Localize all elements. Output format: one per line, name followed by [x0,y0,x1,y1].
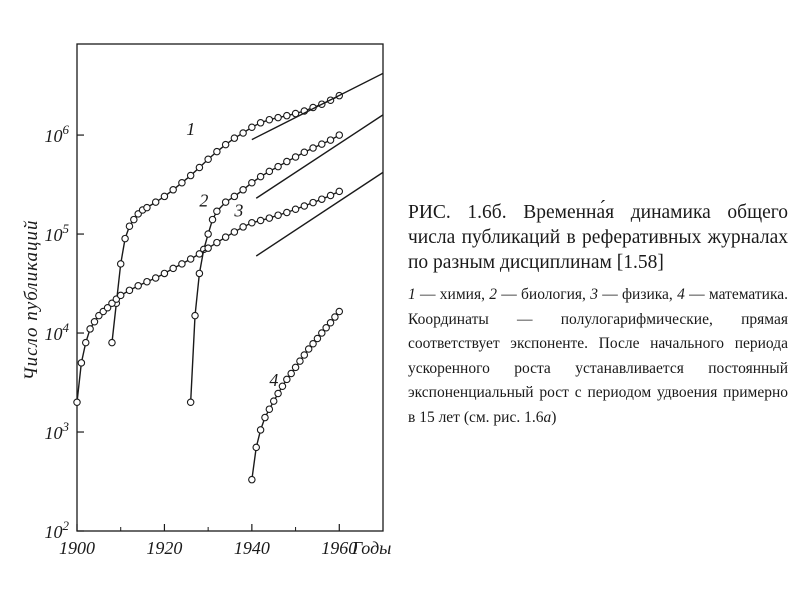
series-1-point [144,204,150,210]
series-4-point [292,364,298,370]
series-2-point [231,193,237,199]
y-tick-base: 10 [44,126,63,147]
x-tick-label: 1940 [233,538,270,558]
series-4-point [262,414,268,420]
series-1-point [196,164,202,170]
y-tick-label [45,122,70,146]
y-tick-base: 10 [44,423,63,444]
series-1-point [187,172,193,178]
series-3-point [187,256,193,262]
series-2-point [319,141,325,147]
figure-caption [408,200,788,430]
x-tick-label: 1960 [321,538,358,558]
y-tick-label [45,221,70,245]
caption-number-1: 1 [408,286,416,303]
series-3-point [78,360,84,366]
caption-body [408,283,788,430]
series-2-point [209,216,215,222]
series-3-point [152,275,158,281]
series-2-point [284,158,290,164]
series-3-point [91,319,97,325]
series-1-point [284,112,290,118]
series-4-point [336,308,342,314]
series-3-point [170,265,176,271]
series-1-point [122,235,128,241]
series-4-point [279,383,285,389]
series-1-point [240,130,246,136]
series-4-point [253,444,259,450]
series-3-point [249,220,255,226]
series-2-point [266,168,272,174]
series-2-label: 2 [199,190,209,211]
series-3-point [275,212,281,218]
series-1-point [131,216,137,222]
y-tick-exponent: 3 [62,419,69,435]
series-4-point [327,320,333,326]
caption-text-biology: — биология, [496,286,591,303]
series-4-label: 4 [269,370,279,391]
series-2-point [187,399,193,405]
series-4-point [314,335,320,341]
series-2-point [240,187,246,193]
series-3-point [266,215,272,221]
caption-number-4: 4 [677,286,685,303]
series-2-point [336,132,342,138]
caption-text-chemistry: — химия, [415,286,490,303]
series-2-point [205,231,211,237]
series-1-point [231,135,237,141]
plot-frame [77,44,383,531]
series-3-label: 3 [234,200,244,221]
series-3-point [222,234,228,240]
series-3-point [144,279,150,285]
y-tick-exponent: 6 [62,122,69,138]
series-1-line [112,96,339,343]
series-4-point [301,352,307,358]
y-tick-exponent: 5 [62,221,69,237]
caption-text-end: ) [551,408,557,426]
series-3-point [301,203,307,209]
series-3-point [257,217,263,223]
series-3-point [292,206,298,212]
series-2-point [327,137,333,143]
series-1-point [266,116,272,122]
series-2-point [249,180,255,186]
caption-text-main: — математика. Координаты — полулогарифмические, прямая соответствует экспоненте. После начального периода ускоренного роста устанавливается постоянный экспоненциальный рост с периодом удвоения примерно в 15 лет (см. рис. 1.6 [408,286,789,426]
series-3-point [284,209,290,215]
series-1-point [109,339,115,345]
x-tick-label: 1900 [59,538,95,558]
series-2-point [222,199,228,205]
series-1-point [152,199,158,205]
caption-title: РИС. 1.6б. Временна́я динамика общего числа публикаций в реферативных журналах по разным дисциплинам [1.58] [408,202,788,273]
x-axis-unit-label: Годы [352,538,392,558]
series-4-point [257,427,263,433]
series-4-line [252,312,339,480]
axes-layer [45,122,358,558]
series-3-point [310,199,316,205]
series-3-point [74,399,80,405]
series-4-point [266,406,272,412]
y-tick-base: 10 [44,324,63,345]
series-3-point [336,188,342,194]
x-tick-label: 1920 [146,538,183,558]
series-3-point [214,239,220,245]
series-3-point [327,192,333,198]
y-tick-base: 10 [44,225,63,246]
series-2-point [214,208,220,214]
series-1-point [179,180,185,186]
series-3-point [231,229,237,235]
series-3-point [196,251,202,257]
series-4-point [288,370,294,376]
y-axis-label: Число публикаций [21,219,42,381]
series-1-point [275,114,281,120]
series-1-exponential-fit [252,73,383,139]
y-tick-base: 10 [44,522,63,542]
series-3-point [118,292,124,298]
series-1-point [222,141,228,147]
y-tick-label [45,320,70,344]
series-1-label: 1 [186,119,196,140]
series-2-point [301,149,307,155]
series-2-point [310,145,316,151]
series-3-point [87,326,93,332]
series-2-point [275,163,281,169]
series-2-point [196,270,202,276]
series-4-point [249,476,255,482]
series-3-point [126,287,132,293]
caption-ref-letter: а [543,408,552,426]
series-3-point [179,261,185,267]
series-4-point [284,376,290,382]
caption-text-physics: — физика, [597,286,678,303]
series-1-point [249,124,255,130]
series-2-point [192,312,198,318]
series-3-point [161,270,167,276]
series-4-point [275,390,281,396]
series-4-point [271,398,277,404]
series-4-point [297,358,303,364]
series-1-point [205,156,211,162]
y-tick-exponent: 2 [62,518,69,533]
series-2-point [292,154,298,160]
series-1-point [126,223,132,229]
series-1-point [257,120,263,126]
y-tick-label [45,419,70,443]
series-1-point [170,187,176,193]
series-2-point [257,173,263,179]
y-tick-exponent: 4 [62,320,69,336]
series-3-point [319,196,325,202]
series-3-point [83,339,89,345]
series-3-point [135,283,141,289]
series-1-point [214,148,220,154]
caption-number-3: 3 [590,286,598,303]
series-3-point [205,245,211,251]
series-4-point [332,314,338,320]
series-3-point [240,224,246,230]
series-1-point [161,193,167,199]
caption-number-2: 2 [489,286,497,303]
series-2-line [191,135,340,402]
series-layer [74,73,383,483]
series-1-point [118,261,124,267]
